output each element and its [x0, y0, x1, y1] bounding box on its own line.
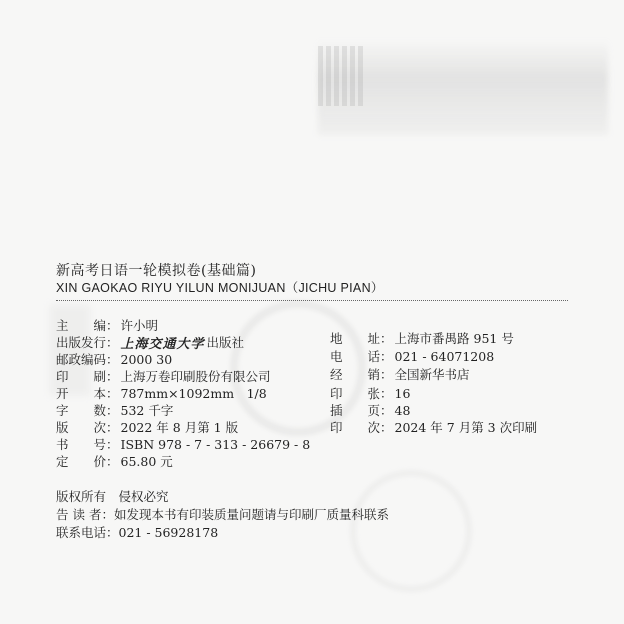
info-label: 印 次： — [330, 420, 393, 435]
info-label: 电 话： — [330, 349, 393, 364]
info-value: 2024 年 7 月第 3 次印刷 — [394, 420, 538, 435]
dotted-divider — [56, 300, 568, 301]
info-label: 定 价： — [56, 454, 119, 469]
contact-phone: 联系电话：021 - 56928178 — [56, 525, 219, 540]
info-label: 插 页： — [330, 403, 393, 418]
info-row-edition — [56, 418, 238, 436]
info-label: 开 本： — [56, 386, 119, 401]
reader-notice: 告 读 者：如发现本书有印装质量问题请与印刷厂质量科联系 — [56, 507, 389, 522]
info-value: 16 — [394, 385, 411, 401]
info-row-address — [330, 329, 514, 347]
bleed-through-seal-lower — [350, 470, 472, 592]
info-value: 532 千字 — [120, 403, 174, 418]
info-value: 2000 30 — [120, 351, 173, 367]
info-label: 出版发行： — [56, 335, 119, 350]
info-row-printer — [56, 367, 271, 385]
rights-reserved: 版权所有 侵权必究 — [56, 489, 169, 504]
info-label: 主 编： — [56, 318, 119, 333]
info-value: 021 - 64071208 — [394, 348, 495, 364]
info-value: ISBN 978 - 7 - 313 - 26679 - 8 — [120, 436, 311, 452]
info-value: 48 — [394, 402, 411, 418]
publisher-logo: 上海交通大学 — [120, 336, 205, 352]
bleed-through-barcode — [318, 46, 363, 106]
info-row-sheets — [330, 384, 410, 402]
book-title-pinyin: XIN GAOKAO RIYU YILUN MONIJUAN（JICHU PIAN） — [56, 281, 384, 295]
info-label: 印 张： — [330, 386, 393, 401]
info-row-publisher — [56, 333, 244, 351]
info-label: 印 刷： — [56, 369, 119, 384]
info-label: 书 号： — [56, 437, 119, 452]
info-row-impression — [330, 418, 537, 436]
book-title-chinese: 新高考日语一轮模拟卷(基础篇) — [56, 263, 257, 279]
info-label: 字 数： — [56, 403, 119, 418]
info-value: 全国新华书店 — [394, 367, 470, 382]
info-value: 出版社 — [206, 335, 245, 350]
info-value: 787mm×1092mm 1/8 — [120, 386, 267, 401]
info-label: 邮政编码： — [56, 352, 119, 367]
info-row-inserts — [330, 401, 410, 419]
info-row-format — [56, 384, 267, 402]
info-row-wordcount — [56, 401, 173, 419]
info-value: 2022 年 8 月第 1 版 — [120, 420, 239, 435]
info-label: 版 次： — [56, 420, 119, 435]
info-row-phone — [330, 347, 494, 365]
info-row-postcode — [56, 350, 172, 368]
info-value: 上海万卷印刷股份有限公司 — [120, 369, 271, 384]
info-row-isbn — [56, 435, 310, 453]
info-row-price — [56, 452, 173, 470]
info-value: 65.80 元 — [120, 454, 173, 469]
info-label: 地 址： — [330, 331, 393, 346]
info-row-editor — [56, 316, 158, 334]
info-row-distributor — [330, 365, 470, 383]
info-value: 许小明 — [120, 318, 159, 333]
info-label: 经 销： — [330, 367, 393, 382]
info-value: 上海市番禺路 951 号 — [394, 331, 514, 346]
